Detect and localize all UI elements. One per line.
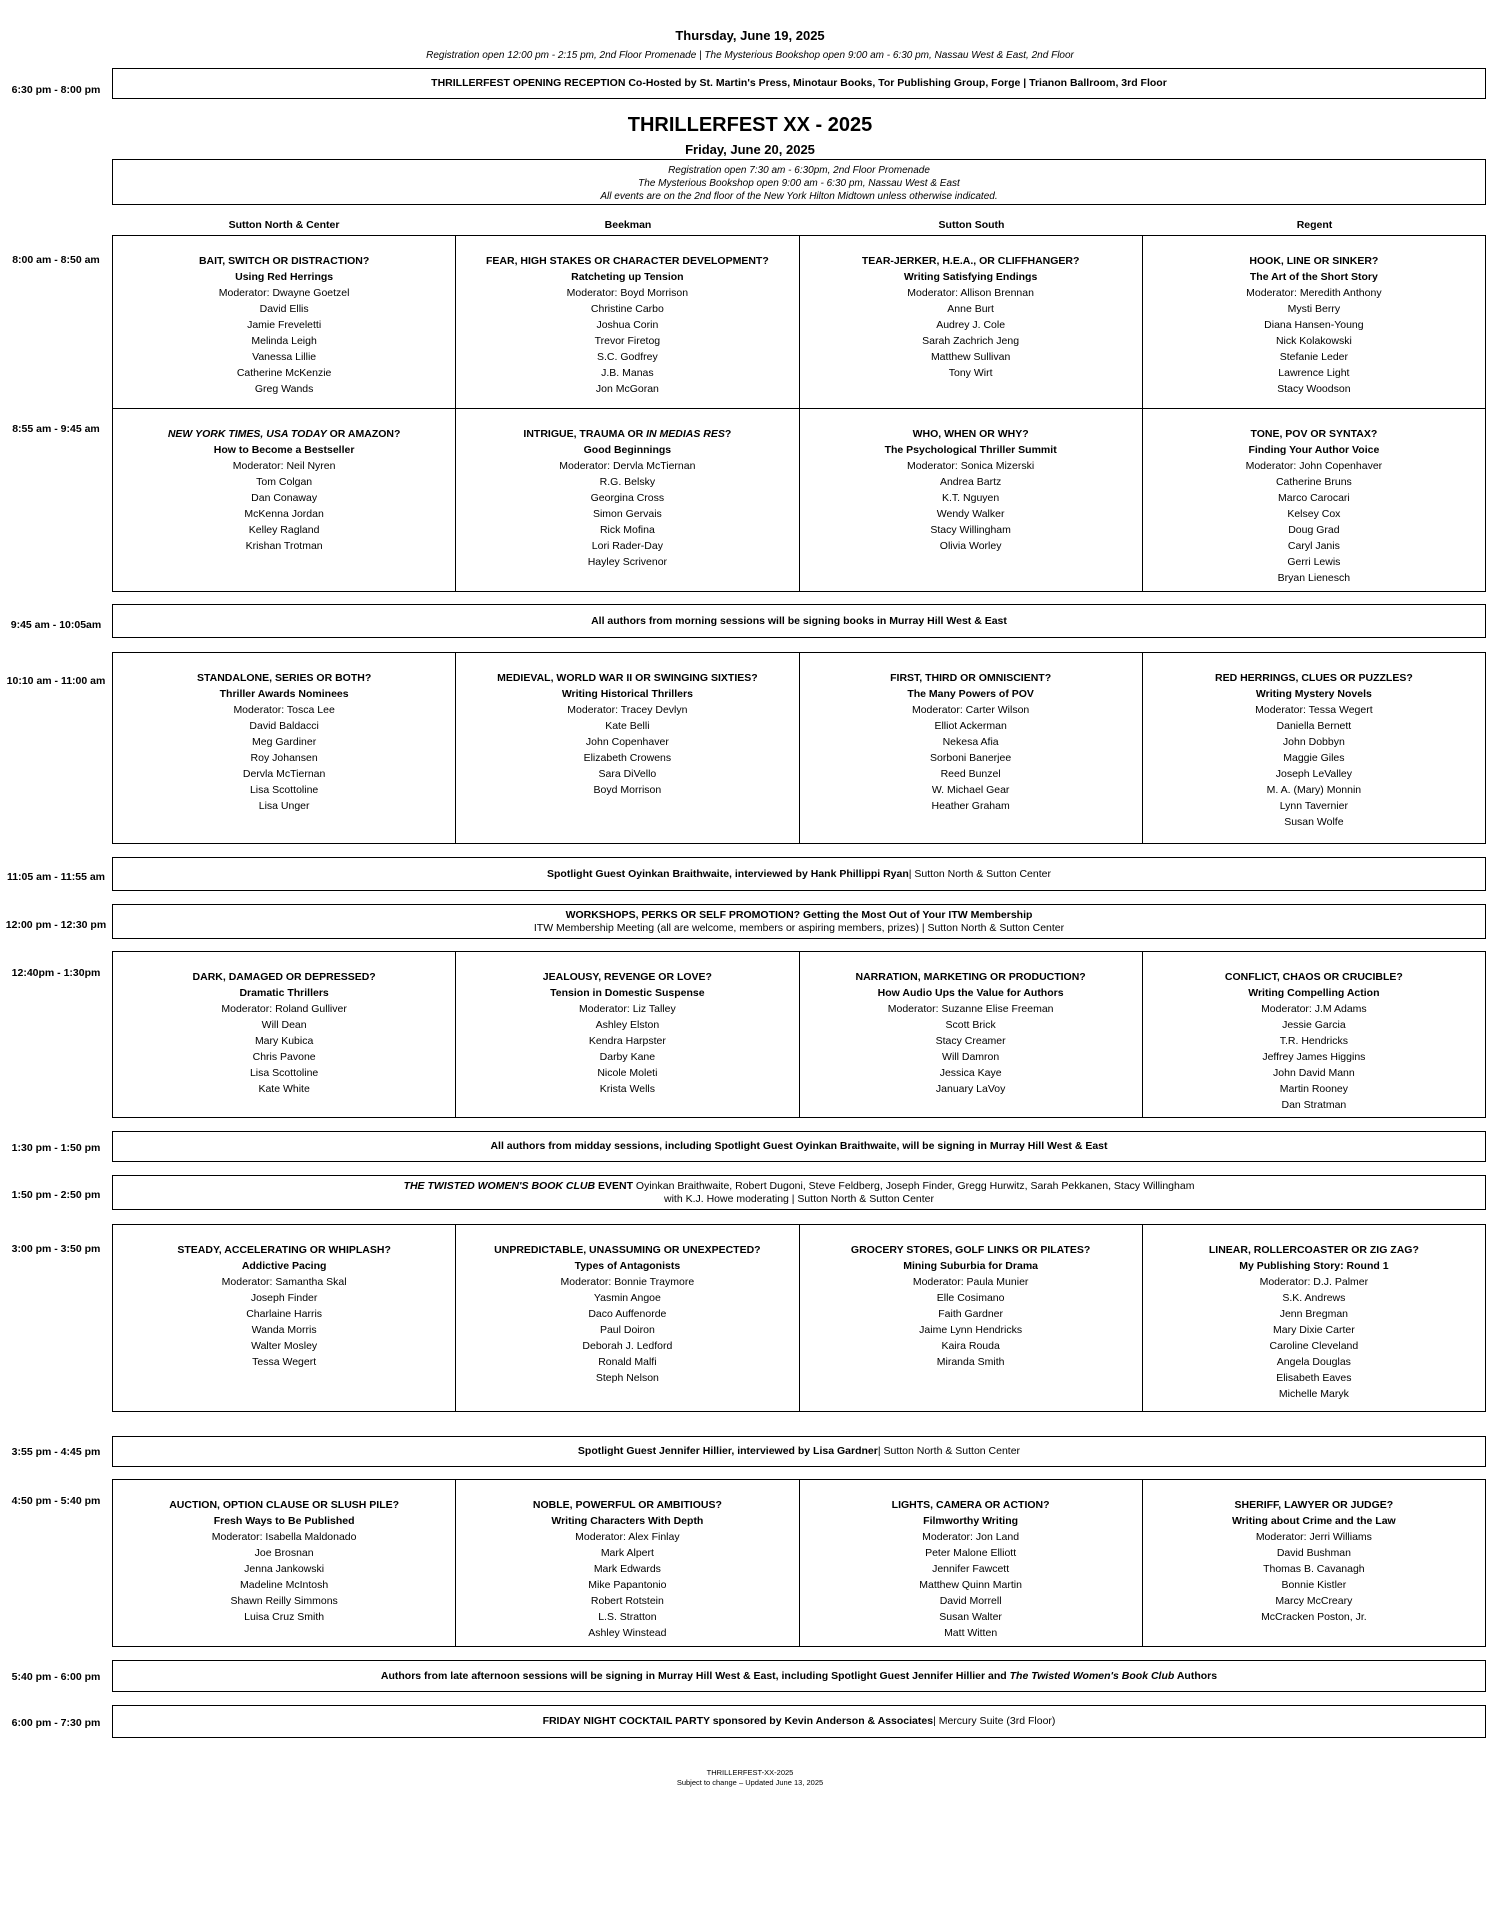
panelist-name: McCracken Poston, Jr.: [1261, 1611, 1367, 1623]
panelist-name: Elliot Ackerman: [934, 720, 1007, 732]
panelist-name: Maggie Giles: [1283, 752, 1345, 764]
panel: [1142, 653, 1485, 843]
panelist-name: Miranda Smith: [936, 1356, 1005, 1368]
panelist-name: Caroline Cleveland: [1269, 1340, 1359, 1352]
time-slot-4: 12:40pm - 1:30pm: [11, 967, 101, 979]
panel-subtitle: The Art of the Short Story: [1249, 271, 1378, 283]
panelist-name: Elisabeth Eaves: [1276, 1372, 1352, 1384]
workshop-title: WORKSHOPS, PERKS OR SELF PROMOTION? Getting the Most Out of Your ITW Membership: [565, 909, 1033, 921]
thursday-date: Thursday, June 19, 2025: [675, 28, 825, 43]
panelist-name: Paul Doiron: [599, 1324, 655, 1336]
panel-moderator: Moderator: D.J. Palmer: [1259, 1276, 1369, 1288]
panelist-name: Roy Johansen: [250, 752, 318, 764]
panelist-name: Wanda Morris: [251, 1324, 317, 1336]
panel-moderator: Moderator: Alex Finlay: [575, 1531, 680, 1543]
bookclub-line-1: THE TWISTED WOMEN'S BOOK CLUB EVENT Oyinkan Braithwaite, Robert Dugoni, Steve Feldberg, Joseph Finder, Gregg Hurwitz, Sarah Pekkanen, Stacy Willingham: [403, 1180, 1195, 1192]
cocktail-party-banner: FRIDAY NIGHT COCKTAIL PARTY sponsored by Kevin Anderson & Associates | Mercury Suite (3rd Floor): [112, 1705, 1486, 1738]
panelist-name: R.G. Belsky: [599, 476, 656, 488]
panelist-name: Sarah Zachrich Jeng: [922, 335, 1020, 347]
panelist-name: M. A. (Mary) Monnin: [1266, 784, 1362, 796]
panel-title: HOOK, LINE OR SINKER?: [1249, 255, 1379, 267]
panel-title: FEAR, HIGH STAKES OR CHARACTER DEVELOPMENT?: [486, 255, 769, 267]
panelist-name: Anne Burt: [947, 303, 994, 315]
panelist-name: Joseph LeValley: [1275, 768, 1353, 780]
panelist-name: Kelley Ragland: [248, 524, 320, 536]
panelist-name: Georgina Cross: [590, 492, 665, 504]
panelist-name: Lisa Scottoline: [249, 784, 319, 796]
panelist-name: Krishan Trotman: [245, 540, 323, 552]
panelist-name: Stacy Woodson: [1277, 383, 1351, 395]
panel-title: WHO, WHEN OR WHY?: [912, 428, 1029, 440]
panel-moderator: Moderator: Sonica Mizerski: [907, 460, 1035, 472]
opening-reception-banner: THRILLERFEST OPENING RECEPTION Co-Hosted by St. Martin's Press, Minotaur Books, Tor Publishing Group, Forge | Trianon Ballroom, 3rd Floor: [112, 68, 1486, 99]
panelist-name: Stacy Willingham: [930, 524, 1011, 536]
time-spotlight-1: 11:05 am - 11:55 am: [6, 871, 106, 883]
panel-moderator: Moderator: Samantha Skal: [221, 1276, 347, 1288]
panel-subtitle: Filmworthy Writing: [923, 1515, 1019, 1527]
time-reception: 6:30 pm - 8:00 pm: [11, 84, 101, 96]
panelist-name: Olivia Worley: [939, 540, 1002, 552]
panelist-name: Jeffrey James Higgins: [1262, 1051, 1366, 1063]
panelist-name: Wendy Walker: [936, 508, 1005, 520]
panelist-name: Catherine McKenzie: [236, 367, 332, 379]
panelist-name: Marcy McCreary: [1275, 1595, 1353, 1607]
friday-info-box: [112, 159, 1486, 205]
panelist-name: Angela Douglas: [1276, 1356, 1351, 1368]
time-cocktail: 6:00 pm - 7:30 pm: [11, 1717, 101, 1729]
panelist-name: Stacy Creamer: [935, 1035, 1006, 1047]
panel: [799, 236, 1142, 408]
panelist-name: Ashley Winstead: [588, 1627, 667, 1639]
panelist-name: Jon McGoran: [595, 383, 659, 395]
session-row-4: [112, 951, 1486, 1118]
info-line: All events are on the 2nd floor of the New York Hilton Midtown unless otherwise indicated.: [600, 191, 998, 202]
panelist-name: Jamie Freveletti: [247, 319, 322, 331]
panelist-name: Meg Gardiner: [252, 736, 317, 748]
panel-title: RED HERRINGS, CLUES OR PUZZLES?: [1214, 672, 1413, 684]
panel-moderator: Moderator: Dervla McTiernan: [559, 460, 696, 472]
panel-subtitle: Types of Antagonists: [574, 1260, 681, 1272]
panelist-name: Lisa Unger: [258, 800, 310, 812]
panelist-name: Joshua Corin: [596, 319, 659, 331]
panelist-name: Dervla McTiernan: [242, 768, 326, 780]
panel: [1142, 236, 1485, 408]
panelist-name: Scott Brick: [945, 1019, 996, 1031]
panelist-name: Will Damron: [942, 1051, 1000, 1063]
panel-title: GROCERY STORES, GOLF LINKS OR PILATES?: [850, 1244, 1091, 1256]
panelist-name: Lori Rader-Day: [591, 540, 663, 552]
panelist-name: January LaVoy: [935, 1083, 1006, 1095]
panel-subtitle: Writing Mystery Novels: [1255, 688, 1372, 700]
panelist-name: Ronald Malfi: [598, 1356, 657, 1368]
panel-title: DARK, DAMAGED OR DEPRESSED?: [192, 971, 376, 983]
panel-moderator: Moderator: J.M Adams: [1261, 1003, 1367, 1015]
panel-subtitle: Writing Compelling Action: [1248, 987, 1380, 999]
panel-title: FIRST, THIRD OR OMNISCIENT?: [890, 672, 1052, 684]
panel-moderator: Moderator: Meredith Anthony: [1246, 287, 1382, 299]
panelist-name: Faith Gardner: [938, 1308, 1004, 1320]
panel-subtitle: The Many Powers of POV: [907, 688, 1034, 700]
event-title: THRILLERFEST XX - 2025: [627, 114, 873, 136]
panelist-name: Audrey J. Cole: [936, 319, 1006, 331]
panelist-name: Susan Walter: [939, 1611, 1002, 1623]
panelist-name: Dan Stratman: [1281, 1099, 1347, 1111]
panelist-name: S.C. Godfrey: [597, 351, 658, 363]
panelist-name: Gerri Lewis: [1287, 556, 1341, 568]
workshop-banner: [112, 904, 1486, 939]
panelist-name: David Baldacci: [249, 720, 319, 732]
panel-title: STANDALONE, SERIES OR BOTH?: [197, 672, 372, 684]
workshop-details: ITW Membership Meeting (all are welcome, members or aspiring members, prizes) | Sutton North & Sutton Center: [533, 922, 1065, 934]
panel-subtitle: My Publishing Story: Round 1: [1239, 1260, 1389, 1272]
panelist-name: Doug Grad: [1288, 524, 1340, 536]
panel-subtitle: How to Become a Bestseller: [213, 444, 355, 456]
panelist-name: Elle Cosimano: [936, 1292, 1005, 1304]
panel-subtitle: Ratcheting up Tension: [571, 271, 684, 283]
friday-date: Friday, June 20, 2025: [685, 142, 815, 157]
info-line: Registration open 7:30 am - 6:30pm, 2nd Floor Promenade: [668, 165, 930, 176]
time-signing-1: 9:45 am - 10:05am: [10, 619, 102, 631]
panelist-name: Mike Papantonio: [588, 1579, 667, 1591]
panelist-name: Daco Auffenorde: [588, 1308, 667, 1320]
panel-subtitle: Mining Suburbia for Drama: [903, 1260, 1038, 1272]
panel-moderator: Moderator: Carter Wilson: [911, 704, 1030, 716]
panel-subtitle: Writing about Crime and the Law: [1232, 1515, 1396, 1527]
panel-moderator: Moderator: Jon Land: [922, 1531, 1020, 1543]
panel-subtitle: Addictive Pacing: [241, 1260, 327, 1272]
spotlight-banner-braithwaite: Spotlight Guest Oyinkan Braithwaite, interviewed by Hank Phillippi Ryan | Sutton North & Sutton Center: [112, 857, 1486, 891]
panelist-name: Bonnie Kistler: [1281, 1579, 1347, 1591]
panel-moderator: Moderator: Allison Brennan: [907, 287, 1034, 299]
panel-subtitle: Writing Satisfying Endings: [903, 271, 1038, 283]
panel: [113, 653, 455, 843]
panelist-name: Krista Wells: [599, 1083, 655, 1095]
panel-title: BAIT, SWITCH OR DISTRACTION?: [198, 255, 370, 267]
panel-title: NARRATION, MARKETING OR PRODUCTION?: [855, 971, 1086, 983]
panelist-name: David Ellis: [259, 303, 309, 315]
panelist-name: John David Mann: [1273, 1067, 1355, 1079]
panelist-name: Bryan Lienesch: [1277, 572, 1351, 584]
time-bookclub: 1:50 pm - 2:50 pm: [11, 1189, 101, 1201]
panelist-name: J.B. Manas: [601, 367, 654, 379]
room-header-regent: Regent: [1296, 219, 1333, 231]
panelist-name: John Dobbyn: [1282, 736, 1345, 748]
panel: [113, 952, 455, 1117]
panel: [799, 409, 1142, 591]
panel-subtitle: Tension in Domestic Suspense: [550, 987, 705, 999]
panelist-name: Rick Mofina: [599, 524, 655, 536]
panel-moderator: Moderator: Roland Gulliver: [221, 1003, 347, 1015]
signing-banner-morning: All authors from morning sessions will be signing books in Murray Hill West & East: [112, 604, 1486, 638]
panel-title: TONE, POV OR SYNTAX?: [1250, 428, 1378, 440]
thursday-registration: Registration open 12:00 pm - 2:15 pm, 2nd Floor Promenade | The Mysterious Bookshop open 9:00 am - 6:30 pm, Nassau West & East, 2nd Floor: [426, 50, 1074, 61]
panelist-name: Caryl Janis: [1287, 540, 1340, 552]
session-row-1: [112, 235, 1486, 409]
panel-moderator: Moderator: Suzanne Elise Freeman: [887, 1003, 1054, 1015]
panelist-name: Steph Nelson: [595, 1372, 659, 1384]
panelist-name: Mark Alpert: [600, 1547, 654, 1559]
time-signing-2: 1:30 pm - 1:50 pm: [11, 1142, 101, 1154]
panelist-name: Yasmin Angoe: [593, 1292, 661, 1304]
bookclub-banner: [112, 1175, 1486, 1210]
panel: [799, 952, 1142, 1117]
panelist-name: Hayley Scrivenor: [587, 556, 668, 568]
panelist-name: Chris Pavone: [252, 1051, 316, 1063]
panel: [455, 409, 798, 591]
panel: [113, 1480, 455, 1646]
time-slot-5: 3:00 pm - 3:50 pm: [11, 1243, 101, 1255]
panelist-name: Joe Brosnan: [254, 1547, 314, 1559]
panelist-name: T.R. Hendricks: [1279, 1035, 1348, 1047]
panelist-name: Mary Dixie Carter: [1273, 1324, 1355, 1336]
panel-title: UNPREDICTABLE, UNASSUMING OR UNEXPECTED?: [494, 1244, 761, 1256]
panel: [455, 236, 798, 408]
panel-moderator: Moderator: Tracey Devlyn: [567, 704, 688, 716]
footer: [0, 1768, 1500, 1788]
panel-title: MEDIEVAL, WORLD WAR II OR SWINGING SIXTIES?: [497, 672, 758, 684]
panelist-name: Greg Wands: [254, 383, 314, 395]
panelist-name: Luisa Cruz Smith: [244, 1611, 325, 1623]
panelist-name: Sorboni Banerjee: [930, 752, 1012, 764]
footer-title: THRILLERFEST-XX-2025: [706, 1768, 794, 1777]
panelist-name: Boyd Morrison: [593, 784, 662, 796]
panelist-name: Mark Edwards: [593, 1563, 661, 1575]
panelist-name: Marco Carocari: [1277, 492, 1350, 504]
session-row-6: [112, 1479, 1486, 1647]
panelist-name: Trevor Firetog: [594, 335, 661, 347]
panelist-name: Kate Belli: [605, 720, 650, 732]
panel-subtitle: Dramatic Thrillers: [239, 987, 329, 999]
panelist-name: Matthew Quinn Martin: [919, 1579, 1022, 1591]
panel: [113, 1225, 455, 1411]
panel-title: NEW YORK TIMES, USA TODAY OR AMAZON?: [167, 428, 401, 440]
panelist-name: Lisa Scottoline: [249, 1067, 319, 1079]
panel-moderator: Moderator: Paula Munier: [912, 1276, 1029, 1288]
panel-moderator: Moderator: John Copenhaver: [1245, 460, 1383, 472]
panel-moderator: Moderator: Isabella Maldonado: [211, 1531, 357, 1543]
panel: [799, 653, 1142, 843]
panelist-name: Shawn Reilly Simmons: [230, 1595, 338, 1607]
panelist-name: Ashley Elston: [595, 1019, 660, 1031]
panelist-name: Charlaine Harris: [246, 1308, 323, 1320]
panel: [1142, 1480, 1485, 1646]
panel-title: SHERIFF, LAWYER OR JUDGE?: [1234, 1499, 1394, 1511]
panel: [113, 236, 455, 408]
panelist-name: Jessica Kaye: [939, 1067, 1002, 1079]
panelist-name: Nicole Moleti: [597, 1067, 658, 1079]
panelist-name: Christine Carbo: [590, 303, 664, 315]
panelist-name: Deborah J. Ledford: [582, 1340, 673, 1352]
panelist-name: Tessa Wegert: [252, 1356, 317, 1368]
time-signing-3: 5:40 pm - 6:00 pm: [11, 1671, 101, 1683]
panelist-name: Nekesa Afia: [942, 736, 999, 748]
session-row-3: [112, 652, 1486, 844]
panelist-name: Matt Witten: [944, 1627, 998, 1639]
panelist-name: Heather Graham: [931, 800, 1010, 812]
panelist-name: Joseph Finder: [250, 1292, 318, 1304]
panel-title: LIGHTS, CAMERA OR ACTION?: [891, 1499, 1050, 1511]
panelist-name: Jessie Garcia: [1282, 1019, 1346, 1031]
panelist-name: Diana Hansen-Young: [1264, 319, 1364, 331]
panel: [1142, 409, 1485, 591]
panelist-name: McKenna Jordan: [244, 508, 324, 520]
panelist-name: L.S. Stratton: [598, 1611, 657, 1623]
panelist-name: S.K. Andrews: [1282, 1292, 1346, 1304]
panelist-name: Tom Colgan: [256, 476, 313, 488]
panel-title: INTRIGUE, TRAUMA OR IN MEDIAS RES?: [523, 428, 732, 440]
panel-subtitle: How Audio Ups the Value for Authors: [877, 987, 1064, 999]
panelist-name: Jennifer Fawcett: [932, 1563, 1010, 1575]
time-spotlight-2: 3:55 pm - 4:45 pm: [11, 1446, 101, 1458]
panel-title: STEADY, ACCELERATING OR WHIPLASH?: [177, 1244, 391, 1256]
panel-moderator: Moderator: Jerri Williams: [1255, 1531, 1372, 1543]
panel-subtitle: Using Red Herrings: [235, 271, 334, 283]
spotlight-banner-hillier: Spotlight Guest Jennifer Hillier, interviewed by Lisa Gardner | Sutton North & Sutton Center: [112, 1436, 1486, 1467]
panelist-name: Elizabeth Crowens: [583, 752, 672, 764]
panelist-name: Madeline McIntosh: [240, 1579, 329, 1591]
panel: [799, 1225, 1142, 1411]
panel: [455, 952, 798, 1117]
signing-banner-late: Authors from late afternoon sessions will be signing in Murray Hill West & East, including Spotlight Guest Jennifer Hillier and The Twisted Women's Book Club Authors: [112, 1660, 1486, 1692]
panelist-name: Thomas B. Cavanagh: [1263, 1563, 1365, 1575]
panelist-name: Robert Rotstein: [590, 1595, 664, 1607]
panel-moderator: Moderator: Dwayne Goetzel: [218, 287, 350, 299]
panelist-name: W. Michael Gear: [931, 784, 1010, 796]
panelist-name: David Bushman: [1276, 1547, 1351, 1559]
panelist-name: Sara DiVello: [598, 768, 657, 780]
bookclub-line-2: with K.J. Howe moderating | Sutton North & Sutton Center: [663, 1193, 935, 1205]
panelist-name: Peter Malone Elliott: [925, 1547, 1017, 1559]
panel-moderator: Moderator: Tessa Wegert: [1255, 704, 1373, 716]
panelist-name: Melinda Leigh: [251, 335, 317, 347]
time-slot-3: 10:10 am - 11:00 am: [6, 675, 106, 687]
panelist-name: Jenna Jankowski: [244, 1563, 325, 1575]
panelist-name: Nick Kolakowski: [1275, 335, 1352, 347]
panelist-name: Lawrence Light: [1278, 367, 1350, 379]
panelist-name: Mysti Berry: [1287, 303, 1341, 315]
session-row-2: [112, 408, 1486, 592]
panel-moderator: Moderator: Bonnie Traymore: [560, 1276, 695, 1288]
panelist-name: Kelsey Cox: [1287, 508, 1341, 520]
panelist-name: David Morrell: [939, 1595, 1002, 1607]
room-header-sutton-north: Sutton North & Center: [228, 219, 340, 231]
footer-updated: Subject to change – Updated June 13, 2025: [676, 1778, 824, 1787]
panel-moderator: Moderator: Tosca Lee: [233, 704, 335, 716]
panelist-name: Michelle Maryk: [1278, 1388, 1349, 1400]
panelist-name: Andrea Bartz: [939, 476, 1002, 488]
panelist-name: Walter Mosley: [251, 1340, 318, 1352]
panel-title: CONFLICT, CHAOS OR CRUCIBLE?: [1224, 971, 1403, 983]
panelist-name: Simon Gervais: [592, 508, 662, 520]
panel-title: LINEAR, ROLLERCOASTER OR ZIG ZAG?: [1208, 1244, 1419, 1256]
panel-title: JEALOUSY, REVENGE OR LOVE?: [542, 971, 712, 983]
room-header-sutton-south: Sutton South: [938, 219, 1005, 231]
panel: [799, 1480, 1142, 1646]
info-line: The Mysterious Bookshop open 9:00 am - 6:30 pm, Nassau West & East: [638, 178, 960, 189]
panel-title: AUCTION, OPTION CLAUSE OR SLUSH PILE?: [169, 1499, 400, 1511]
panelist-name: Martin Rooney: [1279, 1083, 1349, 1095]
panel-moderator: Moderator: Liz Talley: [579, 1003, 676, 1015]
panel-subtitle: Writing Characters With Depth: [551, 1515, 704, 1527]
panel-title: NOBLE, POWERFUL OR AMBITIOUS?: [532, 1499, 722, 1511]
panel-subtitle: Writing Historical Thrillers: [561, 688, 693, 700]
panelist-name: Matthew Sullivan: [930, 351, 1011, 363]
panel: [455, 1480, 798, 1646]
panelist-name: Reed Bunzel: [940, 768, 1001, 780]
panelist-name: Catherine Bruns: [1275, 476, 1352, 488]
panel: [113, 409, 455, 591]
panelist-name: K.T. Nguyen: [942, 492, 1000, 504]
panelist-name: Tony Wirt: [948, 367, 993, 379]
panel: [1142, 1225, 1485, 1411]
panelist-name: Vanessa Lillie: [252, 351, 317, 363]
time-slot-2: 8:55 am - 9:45 am: [12, 423, 100, 435]
panel: [455, 1225, 798, 1411]
panelist-name: Jaime Lynn Hendricks: [919, 1324, 1023, 1336]
panel-subtitle: The Psychological Thriller Summit: [884, 444, 1057, 456]
room-header-beekman: Beekman: [604, 219, 652, 231]
panelist-name: Kaira Rouda: [941, 1340, 1000, 1352]
panel-subtitle: Thriller Awards Nominees: [219, 688, 349, 700]
signing-banner-midday: All authors from midday sessions, including Spotlight Guest Oyinkan Braithwaite, will be signing in Murray Hill West & East: [112, 1131, 1486, 1162]
panel-moderator: Moderator: Boyd Morrison: [566, 287, 689, 299]
panelist-name: Will Dean: [261, 1019, 307, 1031]
panelist-name: Mary Kubica: [254, 1035, 314, 1047]
panelist-name: Kate White: [258, 1083, 310, 1095]
session-row-5: [112, 1224, 1486, 1412]
panelist-name: Dan Conaway: [251, 492, 318, 504]
time-workshop: 12:00 pm - 12:30 pm: [5, 919, 107, 931]
panel: [455, 653, 798, 843]
panelist-name: Lynn Tavernier: [1279, 800, 1349, 812]
panel-subtitle: Good Beginnings: [583, 444, 672, 456]
time-slot-1: 8:00 am - 8:50 am: [12, 254, 100, 266]
panelist-name: Darby Kane: [599, 1051, 656, 1063]
panelist-name: Stefanie Leder: [1279, 351, 1349, 363]
panelist-name: Kendra Harpster: [588, 1035, 666, 1047]
panel-moderator: Moderator: Neil Nyren: [232, 460, 336, 472]
panelist-name: John Copenhaver: [585, 736, 669, 748]
panelist-name: Jenn Bregman: [1279, 1308, 1349, 1320]
panel: [1142, 952, 1485, 1117]
panel-subtitle: Fresh Ways to Be Published: [213, 1515, 355, 1527]
time-slot-6: 4:50 pm - 5:40 pm: [11, 1495, 101, 1507]
panelist-name: Daniella Bernett: [1276, 720, 1352, 732]
panel-title: TEAR-JERKER, H.E.A., OR CLIFFHANGER?: [861, 255, 1080, 267]
panel-subtitle: Finding Your Author Voice: [1248, 444, 1380, 456]
panelist-name: Susan Wolfe: [1284, 816, 1344, 828]
